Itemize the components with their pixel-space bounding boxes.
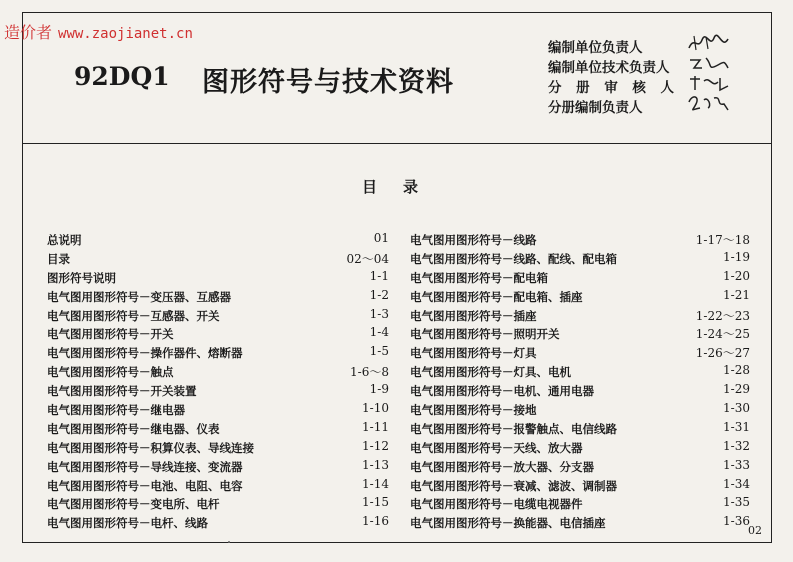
toc-entry-page: 1-12 — [362, 438, 389, 453]
toc-entry-title: 电气图用图形符号－插座 — [410, 308, 537, 323]
toc-entry-page: 1-36 — [723, 514, 750, 529]
watermark — [4, 20, 193, 43]
toc-entry-title: 电气图用图形符号－电杆、线路 — [47, 516, 208, 531]
signature-role-char: 审 — [604, 80, 618, 96]
toc-entry-title: 电气图用图形符号－电池、电阻、电容 — [47, 478, 243, 493]
toc-entry-page: 1-30 — [723, 401, 750, 416]
toc-entry-page: 1-26～27 — [695, 346, 750, 361]
toc-entry-page: 1-35 — [723, 495, 750, 510]
signature-role: 编制单位技术负责人 — [548, 60, 670, 76]
watermark-brand: 造价者 — [4, 23, 53, 42]
toc-entry-page: 1-13 — [362, 457, 389, 472]
toc-entry — [410, 418, 750, 437]
toc-entry — [47, 323, 389, 342]
handwritten-signature — [686, 52, 732, 74]
toc-entry — [47, 342, 389, 361]
signature-role-char: 分 — [548, 80, 562, 96]
page-number: 02 — [748, 524, 762, 537]
toc-entry-page: 1-21 — [723, 287, 750, 302]
toc-entry — [410, 229, 750, 248]
signature-role: 分册编制负责人 — [548, 100, 643, 116]
toc-entry-page: 02～04 — [346, 251, 389, 266]
signature-role-char: 核 — [632, 80, 646, 96]
handwritten-signature — [686, 92, 732, 114]
toc-entry — [410, 437, 750, 456]
handwritten-signature — [686, 72, 732, 94]
toc-entry-title: 电气图用图形符号－报警触点、电信线路 — [410, 421, 617, 436]
toc-entry — [410, 493, 750, 512]
toc-entry — [47, 267, 389, 286]
toc-entry-title: 电气图用图形符号－换能器、电信插座 — [410, 516, 606, 531]
toc-entry-title: 电气图用图形符号－互感器、开关 — [47, 308, 220, 323]
toc-entry-page: 1-33 — [723, 457, 750, 472]
toc-entry-page: 01 — [373, 231, 389, 245]
atlas-code: 92DQ1 — [74, 62, 170, 91]
toc-entry-title: 电气图用图形符号－操作器件、熔断器 — [47, 346, 243, 361]
toc-entry-title: 电气图用图形符号－放大器、分支器 — [410, 459, 594, 474]
toc-entry — [410, 475, 750, 494]
header-divider — [22, 143, 772, 144]
toc-entry — [47, 248, 389, 267]
toc-entry-title: 电气图用图形符号－导线连接、变流器 — [47, 459, 243, 474]
toc-entry-title: 电气图用图形符号－变电所、电杆 — [47, 497, 220, 512]
toc-entry-title: 电气图用图形符号－天线、放大器 — [410, 440, 583, 455]
toc-entry-page: 1-3 — [369, 306, 389, 321]
toc-entry-page: 1-29 — [723, 382, 750, 397]
toc-entry-title: 电气图用图形符号－开关装置 — [47, 384, 197, 399]
toc-entry-page: 1-11 — [362, 419, 389, 434]
toc-entry-page: 1-31 — [723, 419, 750, 434]
toc-entry-page: 1-14 — [362, 476, 389, 491]
toc-entry — [410, 248, 750, 267]
signature-role: 编制单位负责人 — [548, 40, 643, 56]
toc-entry-page: 1-2 — [369, 287, 389, 302]
toc-entry-title: 电气图用图形符号－线路、配线、配电箱 — [410, 251, 617, 266]
toc-entry-page: 1-15 — [362, 495, 389, 510]
toc-entry — [47, 418, 389, 437]
toc-entry — [47, 305, 389, 324]
signature-row — [548, 96, 748, 116]
toc-entry — [410, 380, 750, 399]
toc-entry — [47, 456, 389, 475]
toc-entry — [410, 512, 750, 531]
toc-entry — [410, 399, 750, 418]
toc-entry — [47, 229, 389, 248]
toc-entry-title: 电气图用图形符号－线路 — [410, 233, 537, 247]
toc-entry-title: 电气图用图形符号－电缆电视器件 — [410, 497, 583, 512]
toc-entry-page: 1-24～25 — [695, 327, 750, 342]
toc-entry-title: 电气图用图形符号－开关 — [47, 327, 174, 342]
toc-entry — [47, 493, 389, 512]
toc-entry — [410, 323, 750, 342]
toc-entry — [410, 267, 750, 286]
toc-heading: 目录 — [362, 178, 445, 196]
toc-entry-title: 目录 — [47, 251, 70, 266]
toc-entry-page: 1-5 — [369, 344, 389, 359]
toc-entry-title: 电气图用图形符号－配电箱 — [410, 270, 548, 285]
toc-entry-title: 电气图用图形符号－积算仪表、导线连接 — [47, 440, 254, 455]
toc-entry-title: 电气图用图形符号－配电箱、插座 — [410, 289, 583, 304]
toc-entry-title: 总说明 — [47, 233, 82, 247]
signature-role-char: 册 — [576, 80, 590, 96]
atlas-title: 图形符号与技术资料 — [202, 67, 454, 98]
toc-entry-title: 图形符号说明 — [47, 270, 116, 285]
toc-entry — [47, 361, 389, 380]
signature-block — [548, 36, 748, 116]
toc-entry — [47, 437, 389, 456]
toc-entry-title: 电气图用图形符号－灯具、电机 — [410, 365, 571, 380]
signature-role-char: 人 — [660, 80, 674, 96]
toc-entry-page: 1-20 — [723, 268, 750, 283]
toc-entry-title: 电气图用图形符号－继电器、仪表 — [47, 421, 220, 436]
toc-entry-page: 1-16 — [362, 514, 389, 529]
scan-speck — [228, 541, 230, 543]
toc-entry-page: 1-1 — [369, 268, 389, 283]
toc-entry — [47, 512, 389, 531]
toc-entry-page: 1-9 — [369, 382, 389, 397]
toc-entry — [47, 399, 389, 418]
toc-entry-page: 1-28 — [723, 363, 750, 378]
toc-entry-title: 电气图用图形符号－变压器、互感器 — [47, 289, 231, 304]
toc-entry-title: 电气图用图形符号－继电器 — [47, 403, 185, 418]
toc-column-right — [410, 229, 750, 531]
toc-entry — [410, 286, 750, 305]
handwritten-signature — [686, 32, 732, 54]
toc-entry — [47, 475, 389, 494]
toc-entry — [410, 305, 750, 324]
toc-entry-page: 1-34 — [723, 476, 750, 491]
toc-entry — [47, 286, 389, 305]
toc-entry-page: 1-19 — [723, 249, 750, 264]
toc-entry-title: 电气图用图形符号－照明开关 — [410, 327, 560, 342]
toc-entry-title: 电气图用图形符号－接地 — [410, 403, 537, 418]
toc-entry-page: 1-22～23 — [695, 308, 750, 323]
toc-entry-page: 1-10 — [362, 401, 389, 416]
toc-entry — [410, 456, 750, 475]
toc-entry-page: 1-17～18 — [695, 233, 750, 247]
toc-entry-title: 电气图用图形符号－衰减、滤波、调制器 — [410, 478, 617, 493]
toc-entry-page: 1-32 — [723, 438, 750, 453]
toc-entry-page: 1-4 — [369, 325, 389, 340]
toc-entry-title: 电气图用图形符号－灯具 — [410, 346, 537, 361]
toc-entry — [410, 342, 750, 361]
signature-role — [548, 76, 674, 96]
toc-entry — [47, 380, 389, 399]
toc-entry-page: 1-6～8 — [350, 365, 389, 380]
watermark-url: www.zaojianet.cn — [58, 26, 193, 42]
toc-column-left — [47, 229, 389, 531]
toc-entry — [410, 361, 750, 380]
toc-entry-title: 电气图用图形符号－触点 — [47, 365, 174, 380]
toc-entry-title: 电气图用图形符号－电机、通用电器 — [410, 384, 594, 399]
